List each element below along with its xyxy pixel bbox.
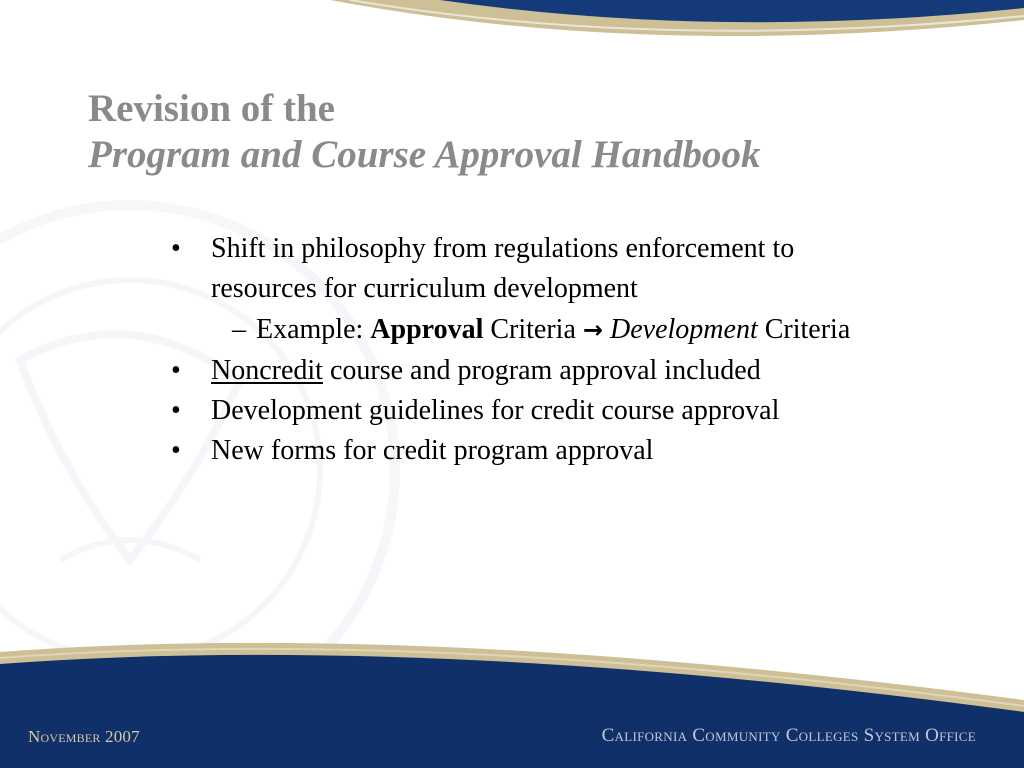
bullet-dot: •: [171, 435, 181, 466]
sub-bullet-suffix: Criteria: [757, 314, 851, 345]
sub-bullet-dash: –: [232, 314, 246, 345]
footer-date: November 2007: [28, 727, 140, 746]
bullet-text: New forms for credit program approval: [211, 435, 654, 466]
bullet-text: course and program approval included: [322, 355, 761, 386]
sub-bullet-bold: Approval: [370, 314, 484, 345]
sub-bullet-prefix: Example:: [256, 314, 371, 345]
bullet-text-line2: resources for curriculum development: [211, 273, 638, 304]
bullet-text-line1: Shift in philosophy from regulations enforcement to: [211, 233, 795, 264]
footer-organization: California Community Colleges System Office: [601, 725, 976, 746]
bullet-text: Development guidelines for credit course approval: [211, 395, 780, 426]
bullet-dot: •: [171, 395, 181, 426]
title-line-2: Program and Course Approval Handbook: [88, 133, 761, 176]
slide-title: [88, 86, 760, 178]
bullet-item-philosophy: [166, 229, 1016, 309]
bullet-item-guidelines: [166, 391, 1016, 431]
bullet-item-noncredit: [166, 351, 1016, 391]
bullet-dot: •: [171, 355, 181, 386]
sub-bullet-example: [166, 309, 1016, 351]
title-line-1: Revision of the: [88, 87, 335, 130]
noncredit-underlined: Noncredit: [211, 355, 323, 386]
bullet-list: [166, 229, 1016, 471]
right-arrow-icon: →: [582, 316, 604, 344]
bullet-dot: •: [171, 233, 181, 264]
bottom-swoosh-navy: [0, 655, 1024, 768]
bullet-item-forms: [166, 431, 1016, 471]
sub-bullet-middle: Criteria: [483, 314, 583, 345]
sub-bullet-italic: Development: [610, 314, 758, 345]
